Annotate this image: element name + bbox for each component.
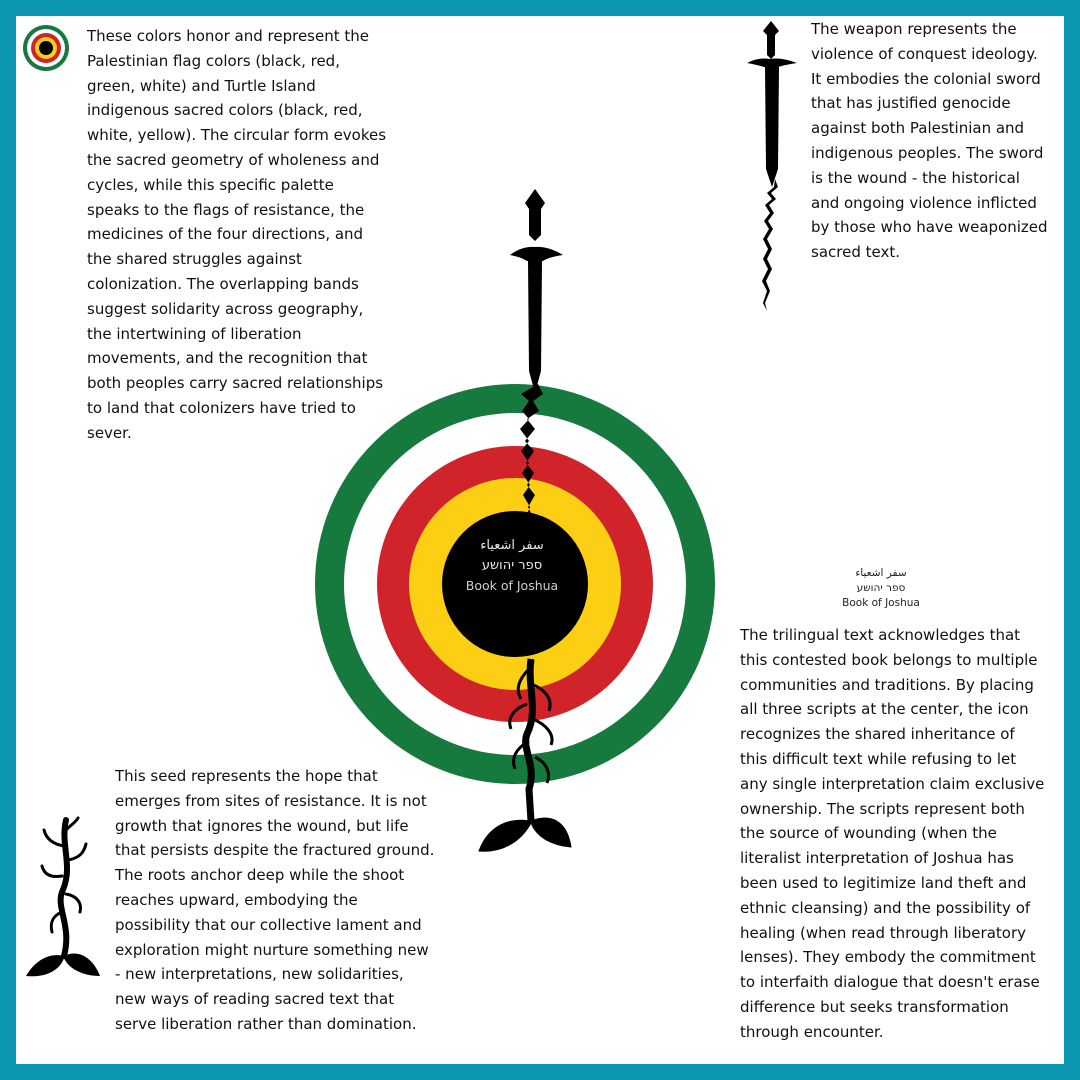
center-hebrew-text: ספר יהושע [481,558,543,573]
trilingual-caption: The trilingual text acknowledges that this contested book belongs to multiple communities and traditions. By placing all three scripts at the center, the icon recognizes the shared inheritance of this difficult text while refusing to let any single interpretation claim exclusive ownership. The scripts represent both the source of wounding (when the literalist interpretation of Joshua has been used to legitimize land theft and ethnic cleansing) and the possibility of healing (when read through liberatory lenses). They embody the commitment to interfaith dialogue that doesn't erase difference but seeks transformation through encounter. [740,626,1045,1041]
sword-icon [744,19,800,311]
center-arabic-text: سفر اشعياء [480,538,544,553]
center-trilingual-label [442,536,582,596]
central-emblem [315,189,715,839]
seedling-icon [22,816,102,980]
weapon-caption: The weapon represents the violence of conquest ideology. It embodies the colonial sword that has justified genocide against both Palestinian and indigenous peoples. The sword is the wound - the historical and ongoing violence inflicted by those who have weaponized sacred text. [811,20,1048,262]
label-english-text: Book of Joshua [842,597,920,609]
infographic-canvas [16,16,1064,1064]
label-hebrew-text: ספר יהושע [856,582,906,594]
seed-caption: This seed represents the hope that emerges from sites of resistance. It is not growth that ignores the wound, but life that persists despite the fractured ground. The roots anchor deep while the shoot reaches upward, embodying the possibility that our collective lament and exploration might nurture something new - new interpretations, new solidarities, new ways of reading sacred text that serve liberation rather than domination. [115,767,435,1033]
label-arabic-text: سفر اشعياء [855,567,907,579]
center-english-text: Book of Joshua [465,578,559,593]
trilingual-label [821,566,941,611]
colors-caption: These colors honor and represent the Palestinian flag colors (black, red, green, white) and Turtle Island indigenous sacred colors (black, red, white, yellow). The circular form evokes the sacred geometry of wholeness and cycles, while this specific palette speaks to the flags of resistance, the medicines of the four directions, and the shared struggles against colonization. The overlapping bands suggest solidarity across geography, the intertwining of liberation movements, and the recognition that both peoples carry sacred relationships to land that colonizers have tried to sever. [87,27,387,442]
concentric-circles-icon [22,24,70,72]
